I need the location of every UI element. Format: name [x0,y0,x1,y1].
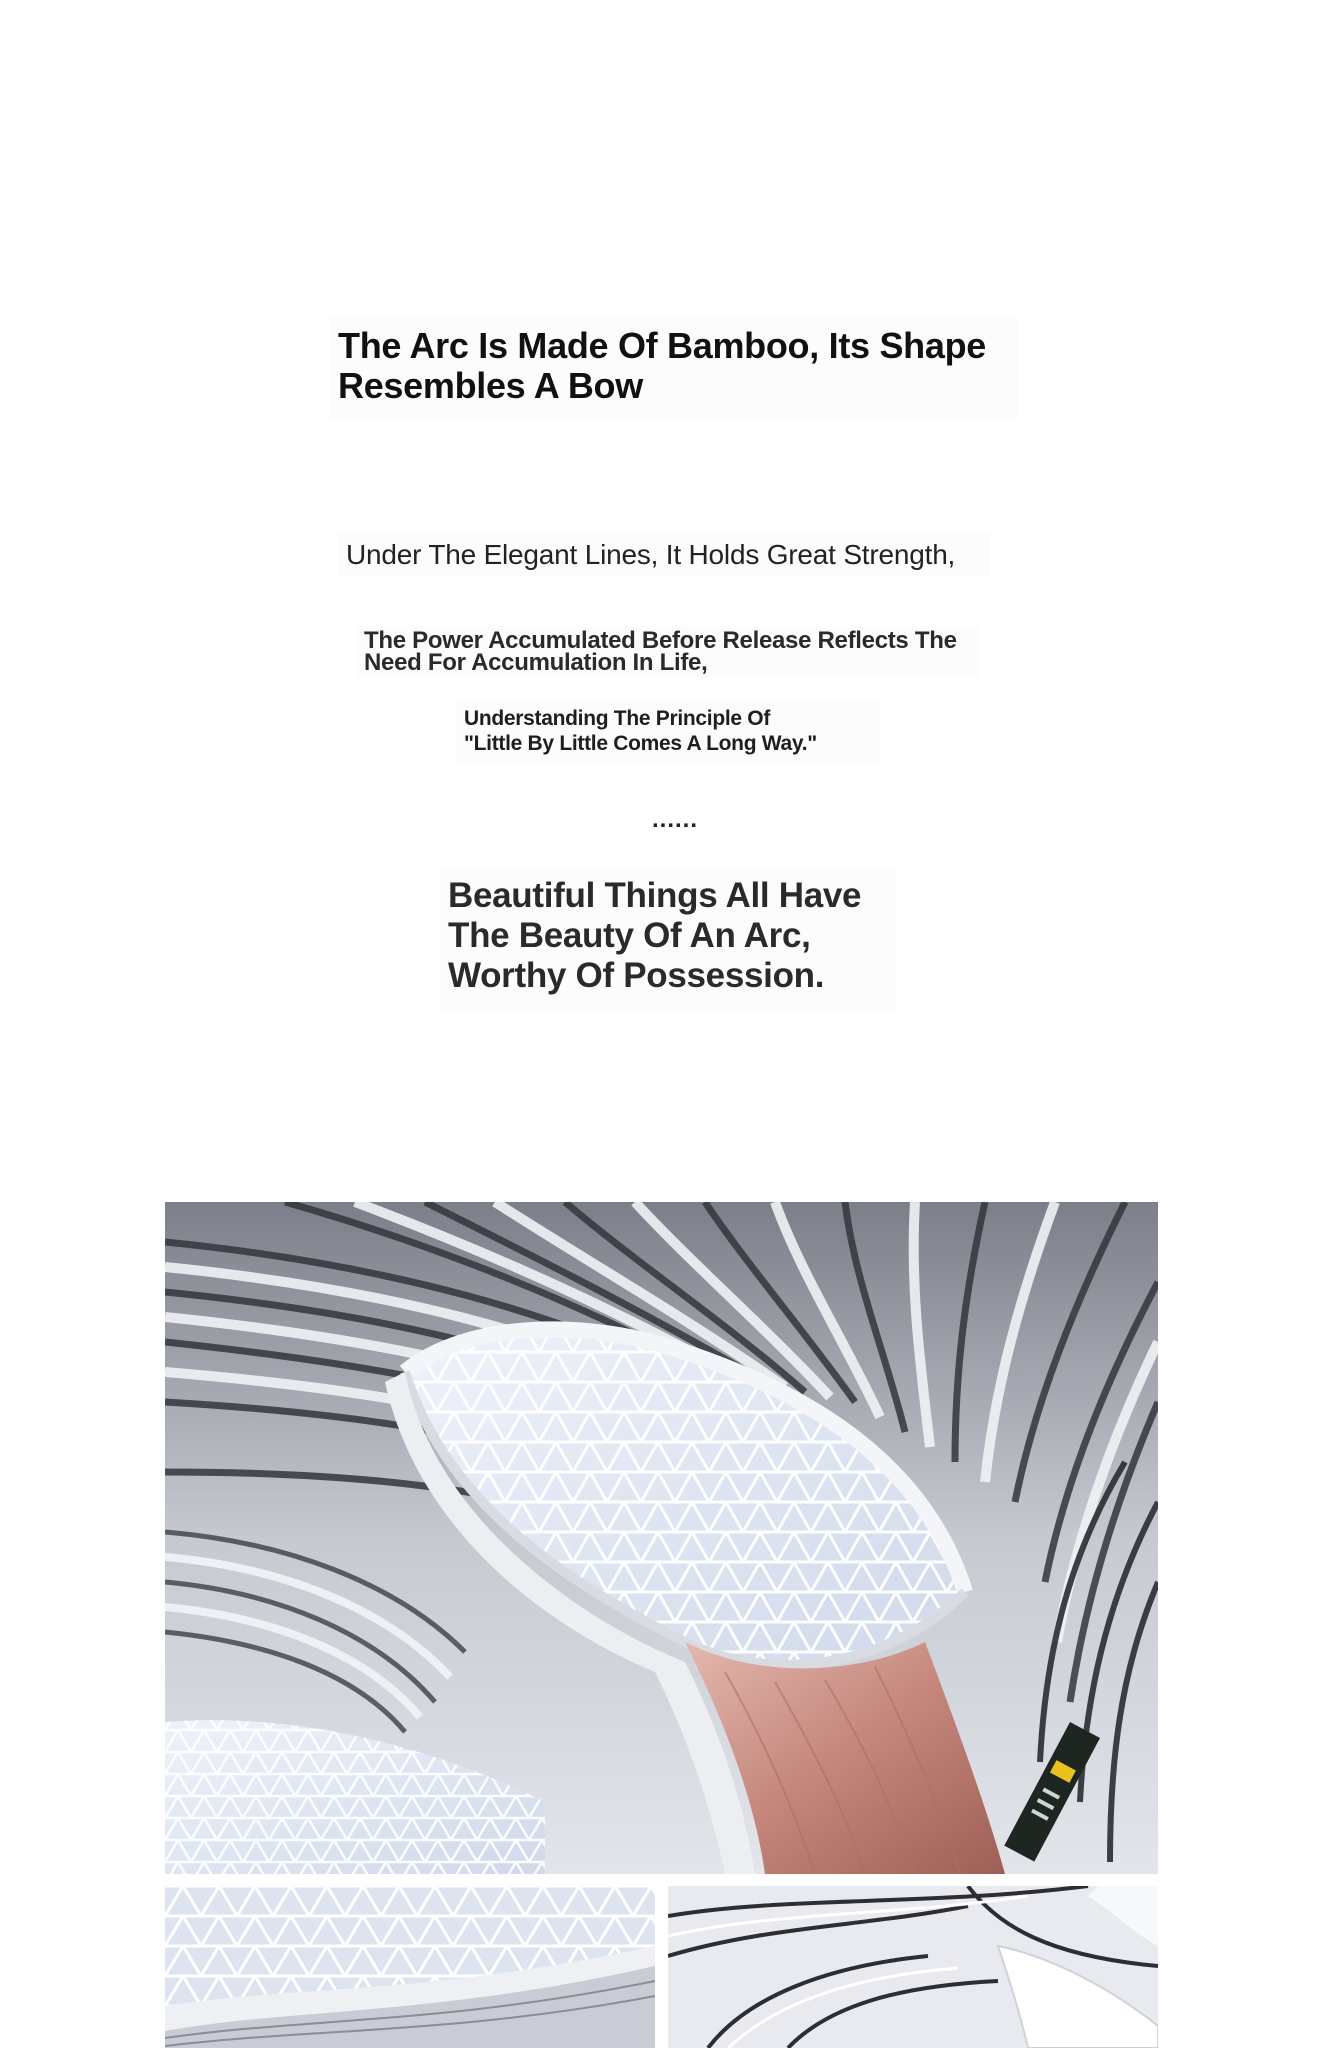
architecture-photo-curved-ceiling [668,1886,1158,2048]
body-line-elegant-lines: Under The Elegant Lines, It Holds Great Strength, [338,533,990,576]
section-heading: The Arc Is Made Of Bamboo, Its Shape Resembles A Bow [330,318,1018,418]
tagline-line-c: Worthy Of Possession. [448,956,825,995]
architecture-photo-arc-ceiling [165,1202,1158,1874]
tagline-line-b: The Beauty Of An Arc, [448,916,811,955]
principle-line-a: Understanding The Principle Of [464,707,771,730]
body-line-principle [456,700,880,762]
tagline-line-a: Beautiful Things All Have [448,876,862,915]
ellipsis-divider: ...... [651,806,698,833]
body-line-power-accumulated: The Power Accumulated Before Release Reflects The Need For Accumulation In Life, [356,626,980,678]
principle-line-b: "Little By Little Comes A Long Way." [464,732,817,755]
architecture-photo-lattice-ceiling [165,1886,655,2048]
tagline [440,870,896,1010]
